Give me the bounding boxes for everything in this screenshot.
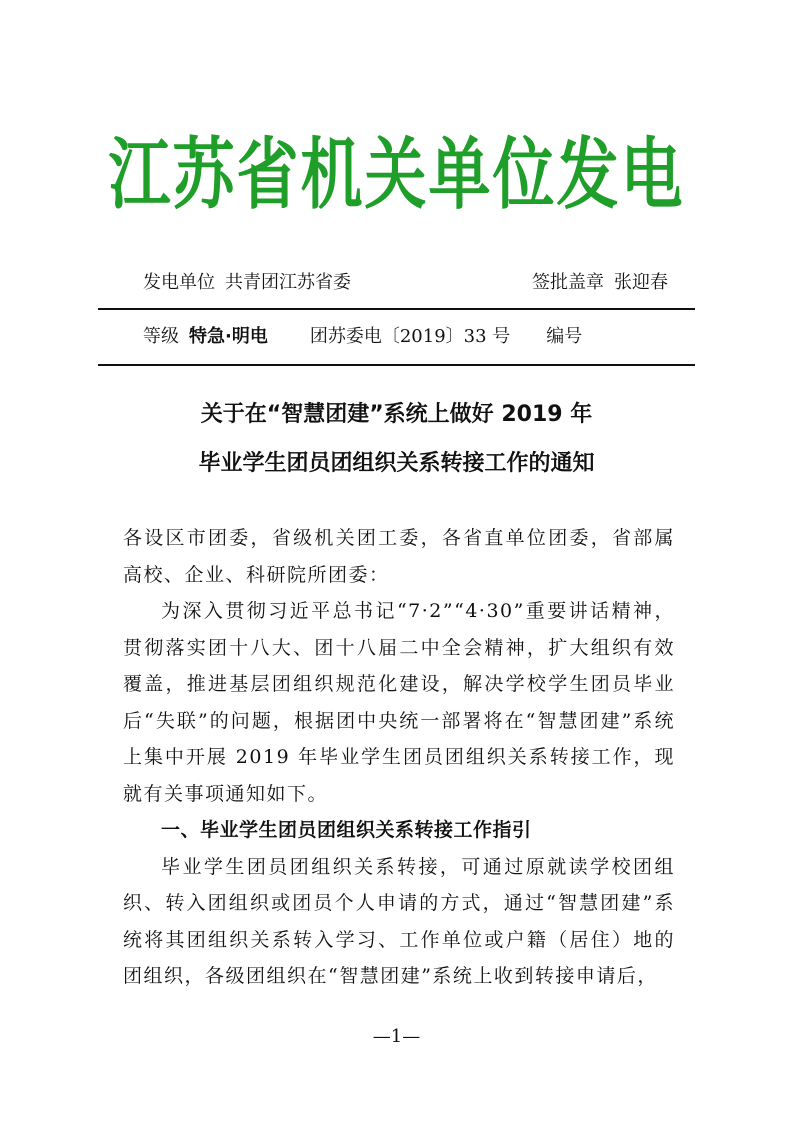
sender-value: 共青团江苏省委 xyxy=(225,272,351,293)
document-title-line2: 毕业学生团员团组织关系转接工作的通知 xyxy=(198,451,595,476)
document-body xyxy=(123,520,675,995)
header-divider-top xyxy=(98,308,695,310)
document-title-line1: 关于在“智慧团建”系统上做好 2019 年 xyxy=(200,402,593,427)
page-number: —1— xyxy=(372,1026,421,1047)
urgency-value: 特急·明电 xyxy=(189,326,268,347)
doc-number: 团苏委电〔2019〕33 号 xyxy=(309,326,511,347)
masthead-title: 江苏省机关单位发电 xyxy=(108,128,685,220)
header-divider-bottom xyxy=(98,364,695,366)
sender-label: 发电单位 xyxy=(143,272,215,293)
approval-field xyxy=(532,271,668,295)
grade-row xyxy=(143,325,668,349)
approval-label: 签批盖章 xyxy=(532,272,604,293)
approver-value: 张迎春 xyxy=(614,272,668,293)
sender-row xyxy=(143,271,668,295)
sender-field xyxy=(143,271,351,295)
section-paragraph: 毕业学生团员团组织关系转接，可通过原就读学校团组织、转入团组织或团员个人申请的方式，通过“智慧团建”系统将其团组织关系转入学习、工作单位或户籍（居住）地的团组织，各级团组织在“智慧团建”系统上收到转接申请后， xyxy=(123,855,675,987)
serial-label: 编号 xyxy=(546,326,583,347)
intro-paragraph: 为深入贯彻习近平总书记“7·2”“4·30”重要讲话精神，贯彻落实团十八大、团十八届二中全会精神，扩大组织有效覆盖，推进基层团组织规范化建设，解决学校学生团员毕业后“失联”的问题，根据团中央统一部署将在“智慧团建”系统上集中开展 2019 年毕业学生团员团组织关系转接工作，现就有关事项通知如下。 xyxy=(123,600,675,805)
grade-label: 等级 xyxy=(143,326,179,347)
recipients-paragraph: 各设区市团委，省级机关团工委，各省直单位团委，省部属高校、企业、科研院所团委： xyxy=(123,527,675,586)
section-heading: 一、毕业学生团员团组织关系转接工作指引 xyxy=(161,819,532,841)
